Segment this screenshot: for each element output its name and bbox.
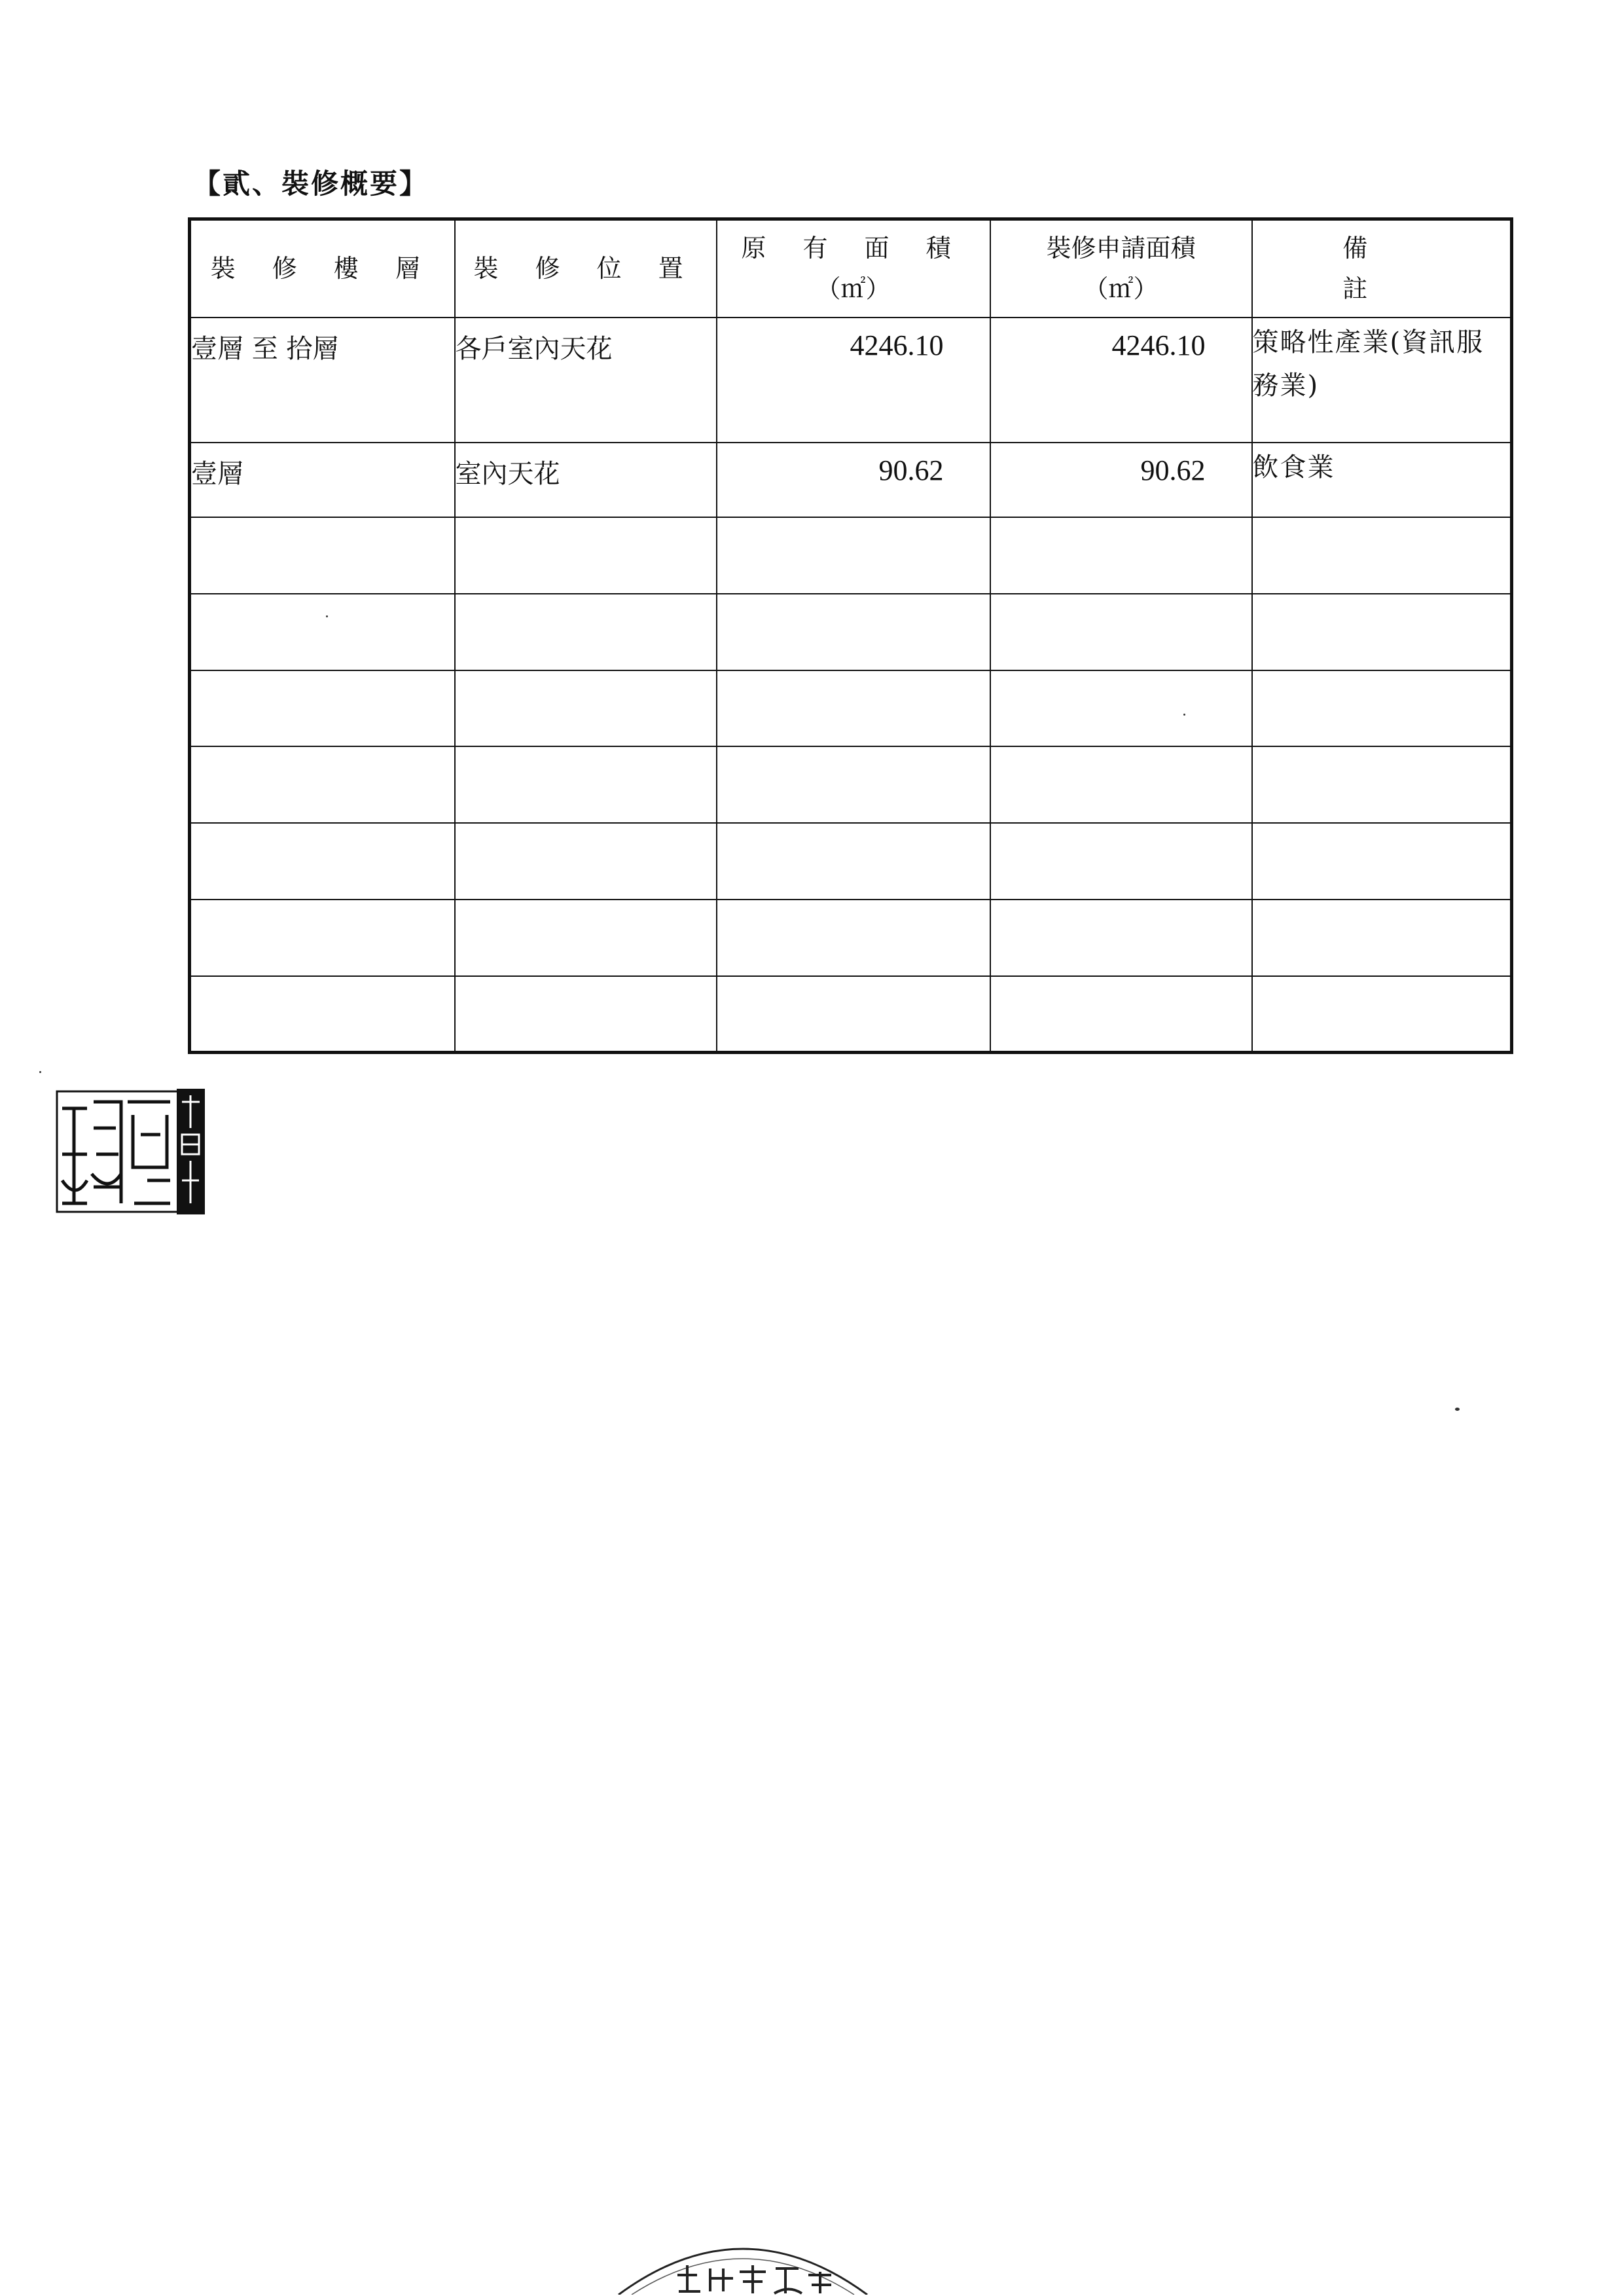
header-floor: 裝 修 樓 層	[190, 219, 455, 318]
header-original-area-unit: （㎡）	[816, 274, 891, 304]
official-seal-stamp	[56, 1089, 205, 1214]
table-row-empty	[190, 746, 1512, 823]
section-title: 【貳、裝修概要】	[193, 168, 429, 200]
table-row	[190, 443, 1512, 518]
table-row-empty	[190, 594, 1512, 670]
header-position: 裝 修 位 置	[455, 219, 717, 318]
table-row	[190, 318, 1512, 443]
table-header-row	[190, 219, 1512, 318]
table-row-empty	[190, 670, 1512, 747]
table-row-empty	[190, 517, 1512, 594]
cell-position: 室內天花	[455, 443, 717, 518]
header-remarks: 備 註	[1252, 219, 1512, 318]
cell-applied-area: 90.62	[990, 443, 1252, 518]
header-original-area: 原 有 面 積 （㎡）	[717, 219, 990, 318]
scan-speck	[1455, 1408, 1460, 1411]
scan-speck	[1183, 714, 1185, 716]
scan-speck	[326, 615, 328, 617]
cell-remarks: 飲食業	[1252, 443, 1512, 518]
cell-floor: 壹層 至 拾層	[190, 318, 455, 443]
header-applied-area: 裝修申請面積 （㎡）	[990, 219, 1252, 318]
cell-applied-area: 4246.10	[990, 318, 1252, 443]
cell-remarks: 策略性產業(資訊服務業)	[1252, 318, 1512, 443]
cell-original-area: 90.62	[717, 443, 990, 518]
table-row-empty	[190, 823, 1512, 900]
header-applied-area-unit: （㎡）	[1083, 274, 1159, 304]
bottom-round-stamp	[605, 2229, 880, 2295]
cell-position: 各戶室內天花	[455, 318, 717, 443]
renovation-summary-table	[188, 217, 1513, 1054]
table-row-empty	[190, 976, 1512, 1053]
cell-original-area: 4246.10	[717, 318, 990, 443]
cell-floor: 壹層	[190, 443, 455, 518]
table-row-empty	[190, 900, 1512, 976]
scan-speck	[39, 1071, 41, 1073]
